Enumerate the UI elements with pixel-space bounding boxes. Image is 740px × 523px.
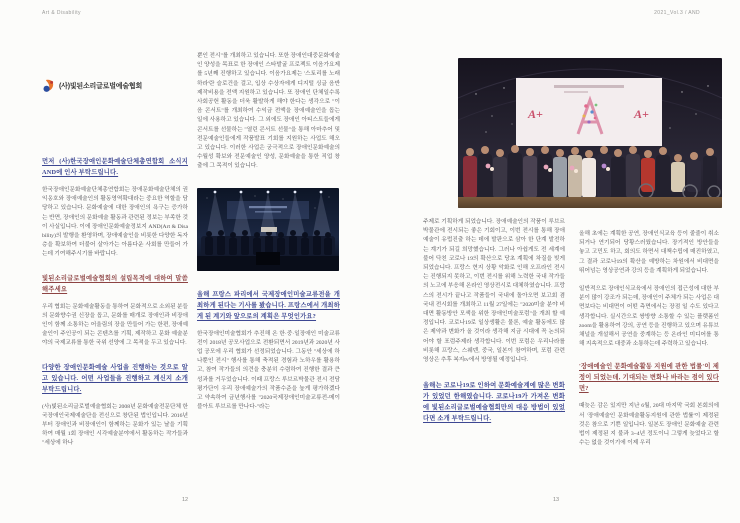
projection-screen <box>516 78 662 146</box>
org-logo-text <box>59 81 142 91</box>
org-logo-name: 빛된소리글로벌예술협회 <box>69 83 143 90</box>
award-ceremony-photo-art <box>458 58 722 208</box>
answer-paragraph: 우리 협회는 문화예술활동을 통하여 문화적으로 소외된 분들의 문화향수권 신장을 돕고, 문화를 매개로 장애인과 비장애인이 함께 소통하는 어울림의 장을 만들어 가는 한편, 장애예술인이 주인공이 되는 콘텐츠를 기획, 제작하고 문화 예술분야의 국제교류를 통한 국위 선양에 그 목적을 두고 있습니다. <box>42 303 188 347</box>
screen-badge-left: A+ <box>528 107 543 121</box>
org-logo-icon <box>42 79 56 94</box>
screen-badge-right: A+ <box>634 107 649 121</box>
answer-paragraph: 일반적으로 장애인식교육에서 장애인의 접근성에 대한 부분이 많이 강조가 되는데, 장애인이 주체가 되는 사업은 대면보다는 비대면이 어떤 측면에서는 장점 일 수도 있다고 생각합니다. 실시간으로 쌍방향 소통할 수 있는 플랫폼인 zoom을 활용하여 강의, 공연 등을 진행하고 있으며 유튜브 채널을 개설해서 공연을 중계하는 등 온라인 미디어를 통해 지속적으로 대중과 소통하는데 주력하고 있습니다. <box>579 286 719 348</box>
question-heading-6: '장애예술인 문화예술활동 지원에 관한 법률'이 제정이 되었는데, 기대되는 변화나 바라는 점이 있다면? <box>579 363 719 393</box>
question-heading-3: 다양한 장애인문화예술 사업을 진행하는 것으로 알고 있습니다. 어떤 사업들을 진행하고 계신지 소개 부탁드립니다. <box>42 363 188 393</box>
answer-paragraph: 때늦은 감은 있지만 지난 6월, 20대 마지막 국회 본회의에서 '장애예술인 문화예술활동지원에 관한 법률'이 제정된 것은 참으로 기쁜 일입니다. 일본도 장애인 문화예술 관련법이 제정된 지 불과 3~4년 정도이니 그렇게 늦었다고 할 수는 없을 것이기에 이제 우리 <box>579 403 719 447</box>
column-3 <box>423 218 565 432</box>
question-heading-2: 빛된소리글로벌예술협회의 설립목적에 대하여 말씀해주세요 <box>42 274 188 293</box>
answer-paragraph: (사)빛된소리글로벌예술협회는 2008년 문화예술전문단체 한국장애인국제예술단을 전신으로 창단된 법인입니다. 2016년부터 장애인과 비장애인이 함께하는 문화가 있는 날을 기획하여 매월 1회 장애인 시각예술분야에서 활동하는 작가들과 "세상에 하나 <box>42 403 188 447</box>
concert-stage-photo-art <box>197 188 339 271</box>
answer-paragraph: 주제로 기획하게 되었습니다. 장애예술인의 작품이 루브르박물관에 전시되는 좋은 기회이고, 이번 전시를 통해 장애예술이 유럽진출 하는 데에 발판으로 삼아 한 단계 발전하는 계기가 되길 희망했습니다. 그러나 아쉽게도 전 세계에 불어 닥친 코로나 19의 확산으로 당초 계획에 차질을 빚게 되었습니다. 프랑스 현지 상황 악화로 인해 오프라인 전시는 진행되지 못하고, 이번 전시를 위해 노력한 국내 작가들의 노고에 부응해 온라인 영상전시로 대체하였습니다. 프랑스의 전시가 끝나고 작품들이 국내에 돌아오면 보고회 겸 국내 전시회를 개최하고 11월 27일에는 "2020미술 분야 비대면 활동방안 모색을 위한 장애인미술포럼"을 개최 할 예정입니다. 코로나19로 일상생활은 물론, 예술 활동에도 많은 제약과 변화가 올 것이라 생각해 지금 시대에 꼭 논의되어야 할 포럼주제라 생각합니다. 이번 포럼은 우리나라를 비롯해 프랑스, 스웨덴, 중국, 일본이 참여하며, 포럼 관련 영상은 추후 복지tv에서 방영될 예정입니다. <box>423 219 565 364</box>
column-1 <box>42 78 188 458</box>
question-heading-5: 올해는 코로나19로 인하여 문화예술계에 많은 변화가 있었던 한해였습니다. 코로나19가 가져온 변화에 빛된소리글로벌예술협회만의 대응 방법이 있었다면 소개 부탁드립니다. <box>423 382 565 423</box>
question-heading-4: 올해 프랑스 파리에서 국제장애인미술교류전을 개최하게 된다는 기사를 봤습니다. 프랑스에서 개최하게 된 계기와 앞으로의 계획은 무엇인가요? <box>197 290 340 320</box>
answer-paragraph: 한국장애인미술협회가 추진해 온 한·중·일장애인 미술교류전이 2018년 공모사업으로 전환되면서 2019년과 2020년 사업 공모에 우리 협회가 선정되었습니다. 그동안 "세상에 하나뿐인 전시" 행사를 통해 축적된 경험과 노하우를 활용하고, 참여 작가들의 의견을 충분히 수렴하여 진행한 결과 큰 성과를 거두었습니다. 이때 프랑스 루브르박물관 전시 전담 평가단이 우리 장애예술가의 작품수준을 높게 평가하겠다고 약속하여 금년행사를 "2020국제장애인미술교류전-메이블아트 루브르를 만나다-"라는 <box>197 330 340 411</box>
org-logo <box>42 78 188 94</box>
running-header-right: 2021_Vol.3 / AND <box>654 10 700 16</box>
answer-paragraph: 한국장애인문화예술단체총연합회는 장애문화예술단체의 권익옹호와 장애예술인의 활동영역확대라는 중요한 역할을 담당하고 있습니다. 문화예술에 대한 장애인의 욕구는 증가하는 반면, 장애인의 문화예술 활동과 관련된 정보는 부족한 것이 사실입니다. 이에 장애인문화예술정보지 AND(Art & Disability)의 발행을 환영하며, 장애예술인을 비롯한 다양한 독자층을 확보하여 더불어 살아가는 아름다운 사회를 만들어 가는데 기여해주시기를 바랍니다. <box>42 187 188 258</box>
running-header-left: Art & Disability <box>42 10 81 16</box>
page-number-right: 13 <box>553 497 560 503</box>
award-ceremony-photo <box>458 58 722 208</box>
page-number-left: 12 <box>182 497 189 503</box>
column-2 <box>197 52 340 421</box>
answer-paragraph: 올해 초에는 계획한 공연, 장애인식교육 등이 줄줄이 취소되거나 연기되어 당황스러웠습니다. 장기적인 방안들을 놓고 고민도 하고, 회의도 하면서 대책수립에 매진하였고, 그 결과 코로나19의 확산을 예방하는 차원에서 비대면을 뛰어넘는 영상공연과 강의 등을 계획하게 되었습니다. <box>579 231 719 274</box>
org-logo-prefix: (사) <box>59 83 70 90</box>
answer-paragraph: 뿐인 전시"를 개최하고 있습니다. 또한 장애인대중문화예술인 양성을 목표로 한 장애인 스타발굴 프로젝트 이음가요제를 5년째 진행하고 있습니다. 이음가요제는 '스토리를 노래하라'란 슬로건을 걸고, 입상 수상자에게 디지털 싱글 음반 제작비용을 전액 지원하고 있습니다. 또 장애인 단체일수록 사회공헌 활동을 더욱 활발하게 해야 한다는 생각으로 "이음 콘서트"를 개최하여 수익금 전액을 장애예술인을 돕는 일에 사용하고 있습니다. 그 외에도 장애인 아티스트들에게 콘서트를 선물하는 "열린 콘서트 선물"을 통해 아마추어 및 전문예술인들에게 작품발표 기회를 지원하는 사업도 해오고 있습니다. 이러한 사업은 궁극적으로 장애인문화예술의 수월성 확보와 전문예술인 양성, 문화예술을 통한 직업 창출에 그 목적이 있습니다. <box>197 53 340 170</box>
concert-stage-photo <box>197 188 339 271</box>
question-heading-1: 먼저 (사)한국장애인문화예술단체총연합회 소식지 AND에 인사 부탁드립니다. <box>42 158 188 176</box>
column-4 <box>579 230 719 457</box>
